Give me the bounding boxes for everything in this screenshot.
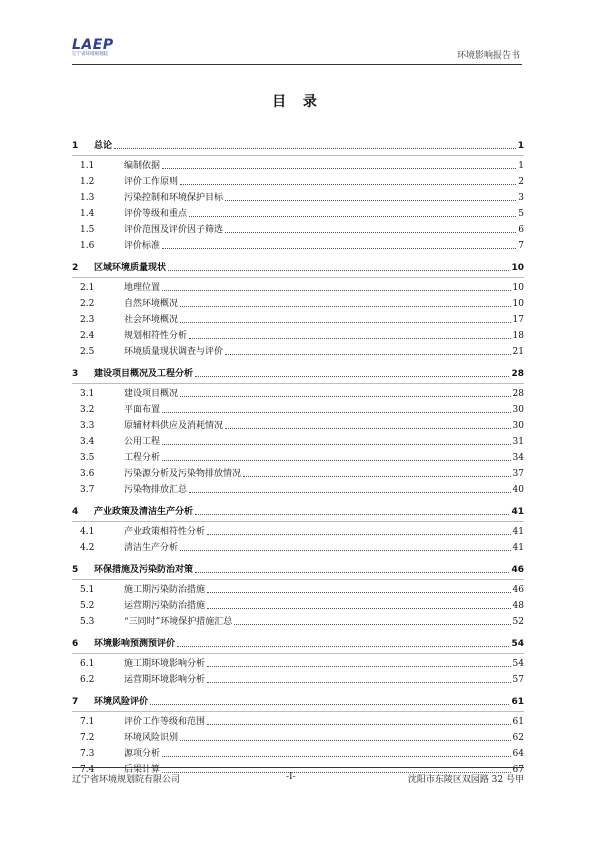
toc-dot-leader	[162, 756, 511, 757]
toc-section-entry[interactable]	[72, 294, 524, 310]
toc-entry-number: 1.4	[80, 209, 95, 219]
toc-entry-number: 2.3	[80, 315, 95, 325]
toc-section-entry[interactable]	[72, 464, 524, 480]
toc-entry-page: 61	[512, 717, 524, 727]
toc-dot-leader	[207, 682, 511, 683]
toc-entry-title: 清洁生产分析	[124, 543, 179, 553]
toc-dot-leader	[207, 608, 511, 609]
toc-dot-leader	[207, 592, 511, 593]
toc-dot-leader	[225, 232, 516, 233]
toc-entry-page: 64	[512, 749, 524, 759]
toc-entry-page: 6	[518, 225, 524, 235]
toc-section-entry[interactable]	[72, 580, 524, 596]
toc-entry-number: 5.1	[80, 585, 95, 595]
toc-entry-number: 5.2	[80, 601, 95, 611]
toc-entry-page: 28	[512, 389, 524, 399]
toc-entry-number: 1.1	[80, 161, 95, 171]
toc-entry-title: 环境风险评价	[94, 697, 149, 707]
toc-entry-page: 30	[512, 405, 524, 415]
toc-dot-leader	[180, 184, 516, 185]
toc-dot-leader	[195, 572, 509, 573]
toc-entry-page: 34	[512, 453, 524, 463]
toc-entry-number: 3.6	[80, 469, 95, 479]
toc-entry-number: 7.3	[80, 749, 95, 759]
toc-entry-title: 施工期污染防治措施	[124, 585, 206, 595]
toc-dot-leader	[243, 476, 511, 477]
toc-dot-leader	[189, 492, 511, 493]
toc-entry-title: 规划相符性分析	[124, 331, 188, 341]
toc-entry-title: 环境影响预测预评价	[94, 639, 176, 649]
toc-entry-title: 社会环境概况	[124, 315, 179, 325]
toc-entry-page: 30	[512, 421, 524, 431]
toc-entry-number: 6.1	[80, 659, 95, 669]
toc-entry-page: 1	[517, 141, 524, 151]
toc-dot-leader	[180, 740, 511, 741]
toc-entry-number: 5.3	[80, 617, 95, 627]
toc-entry-page: 10	[512, 283, 524, 293]
toc-dot-leader	[114, 148, 516, 149]
toc-section-entry[interactable]	[72, 744, 524, 760]
toc-dot-leader	[207, 724, 511, 725]
toc-section-entry[interactable]	[72, 188, 524, 204]
toc-section-entry[interactable]	[72, 400, 524, 416]
toc-section-entry[interactable]	[72, 310, 524, 326]
toc-entry-number: 1	[72, 141, 79, 151]
toc-chapter-entry[interactable]	[72, 132, 524, 156]
toc-section-entry[interactable]	[72, 326, 524, 342]
toc-dot-leader	[189, 338, 511, 339]
toc-entry-number: 3.3	[80, 421, 95, 431]
toc-entry-page: 46	[512, 585, 524, 595]
toc-chapter-entry[interactable]	[72, 630, 524, 654]
toc-entry-title: 产业政策相符性分析	[124, 527, 206, 537]
toc-entry-title: “三同时”环境保护措施汇总	[124, 617, 233, 627]
toc-entry-title: 后果计算	[124, 765, 161, 775]
toc-entry-page: 28	[511, 369, 524, 379]
toc-entry-title: 自然环境概况	[124, 299, 179, 309]
toc-entry-title: 源项分析	[124, 749, 161, 759]
toc-entry-number: 3.7	[80, 485, 95, 495]
toc-entry-number: 6.2	[80, 675, 95, 685]
toc-section-entry[interactable]	[72, 654, 524, 670]
toc-entry-title: 环保措施及污染防治对策	[94, 565, 194, 575]
toc-entry-number: 3	[72, 369, 79, 379]
toc-entry-number: 3.2	[80, 405, 95, 415]
toc-dot-leader	[225, 428, 511, 429]
toc-entry-title: 原辅材料供应及消耗情况	[124, 421, 224, 431]
toc-entry-title: 运营期污染防治措施	[124, 601, 206, 611]
toc-section-entry[interactable]	[72, 522, 524, 538]
toc-entry-title: 建设项目概况及工程分析	[94, 369, 194, 379]
toc-chapter-entry[interactable]	[72, 556, 524, 580]
toc-entry-number: 5	[72, 565, 79, 575]
toc-entry-number: 3.1	[80, 389, 95, 399]
toc-entry-number: 4	[72, 507, 79, 517]
toc-entry-title: 总论	[94, 141, 113, 151]
toc-entry-title: 污染源分析及污染物排放情况	[124, 469, 242, 479]
toc-entry-page: 10	[511, 263, 524, 273]
toc-section-entry[interactable]	[72, 204, 524, 220]
logo-subtext: 辽宁省环境规划院	[72, 52, 108, 57]
toc-entry-title: 评价工作等级和范围	[124, 717, 206, 727]
toc-dot-leader	[162, 168, 516, 169]
logo-mark: LAEP	[72, 37, 114, 53]
toc-dot-leader	[225, 354, 511, 355]
toc-entry-title: 工程分析	[124, 453, 161, 463]
toc-entry-title: 建设项目概况	[124, 389, 179, 399]
toc-entry-number: 7.2	[80, 733, 95, 743]
toc-dot-leader	[162, 248, 516, 249]
toc-entry-page: 46	[511, 565, 524, 575]
toc-entry-page: 54	[512, 659, 524, 669]
toc-entry-page: 61	[511, 697, 524, 707]
toc-entry-title: 评价等级和重点	[124, 209, 188, 219]
toc-entry-number: 4.2	[80, 543, 95, 553]
toc-dot-leader	[150, 704, 509, 705]
toc-dot-leader	[177, 646, 509, 647]
toc-entry-number: 6	[72, 639, 79, 649]
toc-entry-number: 2	[72, 263, 79, 273]
toc-entry-number: 4.1	[80, 527, 95, 537]
toc-dot-leader	[180, 322, 511, 323]
toc-entry-title: 评价标准	[124, 241, 161, 251]
toc-dot-leader	[162, 444, 511, 445]
toc-entry-page: 41	[511, 507, 524, 517]
toc-dot-leader	[180, 550, 511, 551]
toc-chapter-entry[interactable]	[72, 498, 524, 522]
toc-dot-leader	[189, 216, 516, 217]
toc-entry-number: 3.5	[80, 453, 95, 463]
toc-entry-title: 污染物排放汇总	[124, 485, 188, 495]
toc-entry-number: 2.5	[80, 347, 95, 357]
toc-entry-number: 1.6	[80, 241, 95, 251]
toc-entry-number: 1.3	[80, 193, 95, 203]
toc-entry-title: 污染控制和环境保护目标	[124, 193, 224, 203]
table-of-contents	[72, 130, 524, 776]
toc-entry-page: 67	[512, 765, 524, 775]
toc-entry-number: 2.4	[80, 331, 95, 341]
toc-chapter-entry[interactable]	[72, 360, 524, 384]
toc-entry-number: 7.1	[80, 717, 95, 727]
toc-entry-page: 57	[512, 675, 524, 685]
footer-company: 辽宁省环境规划院有限公司	[72, 775, 181, 785]
toc-entry-title: 评价工作原则	[124, 177, 179, 187]
toc-section-entry[interactable]	[72, 728, 524, 744]
toc-dot-leader	[162, 290, 511, 291]
toc-entry-title: 平面布置	[124, 405, 161, 415]
toc-entry-number: 3.4	[80, 437, 95, 447]
toc-entry-title: 编制依据	[124, 161, 161, 171]
toc-entry-page: 41	[512, 543, 524, 553]
toc-entry-page: 54	[511, 639, 524, 649]
toc-section-entry[interactable]	[72, 278, 524, 294]
toc-section-entry[interactable]	[72, 384, 524, 400]
toc-entry-number: 7.4	[80, 765, 95, 775]
toc-section-entry[interactable]	[72, 712, 524, 728]
toc-entry-page: 17	[512, 315, 524, 325]
toc-entry-title: 施工期环境影响分析	[124, 659, 206, 669]
footer-address: 沈阳市东陵区双园路 32 号甲	[407, 775, 524, 785]
company-logo	[72, 39, 152, 63]
toc-dot-leader	[195, 514, 509, 515]
toc-entry-number: 2.2	[80, 299, 95, 309]
page-header	[72, 38, 522, 65]
toc-dot-leader	[162, 460, 511, 461]
toc-section-entry[interactable]	[72, 448, 524, 464]
toc-section-entry[interactable]	[72, 670, 524, 686]
toc-chapter-entry[interactable]	[72, 254, 524, 278]
toc-entry-title: 区域环境质量现状	[94, 263, 167, 273]
toc-entry-page: 40	[512, 485, 524, 495]
toc-dot-leader	[180, 396, 511, 397]
toc-entry-page: 7	[518, 241, 524, 251]
toc-section-entry[interactable]	[72, 156, 524, 172]
toc-section-entry[interactable]	[72, 538, 524, 554]
toc-entry-number: 1.5	[80, 225, 95, 235]
toc-dot-leader	[207, 534, 511, 535]
toc-entry-page: 3	[518, 193, 524, 203]
toc-entry-title: 评价范围及评价因子筛选	[124, 225, 224, 235]
document-type: 环境影响报告书	[456, 51, 520, 61]
toc-entry-title: 地理位置	[124, 283, 161, 293]
toc-entry-page: 52	[512, 617, 524, 627]
toc-entry-title: 运营期环境影响分析	[124, 675, 206, 685]
toc-section-entry[interactable]	[72, 172, 524, 188]
toc-entry-title: 产业政策及清洁生产分析	[94, 507, 194, 517]
toc-section-entry[interactable]	[72, 220, 524, 236]
toc-entry-page: 48	[512, 601, 524, 611]
toc-dot-leader	[207, 666, 511, 667]
toc-entry-page: 10	[512, 299, 524, 309]
toc-dot-leader	[195, 376, 509, 377]
toc-entry-title: 环境质量现状调查与评价	[124, 347, 224, 357]
toc-entry-page: 21	[512, 347, 524, 357]
toc-section-entry[interactable]	[72, 342, 524, 358]
toc-entry-page: 41	[512, 527, 524, 537]
toc-entry-page: 31	[512, 437, 524, 447]
footer-page-number: -I-	[286, 772, 296, 782]
toc-section-entry[interactable]	[72, 596, 524, 612]
toc-section-entry[interactable]	[72, 416, 524, 432]
toc-chapter-entry[interactable]	[72, 688, 524, 712]
page-title: 目 录	[272, 94, 323, 110]
toc-entry-number: 1.2	[80, 177, 95, 187]
toc-dot-leader	[234, 624, 510, 625]
toc-section-entry[interactable]	[72, 612, 524, 628]
toc-dot-leader	[225, 200, 516, 201]
toc-dot-leader	[168, 270, 509, 271]
toc-entry-page: 37	[512, 469, 524, 479]
toc-entry-page: 62	[512, 733, 524, 743]
toc-section-entry[interactable]	[72, 432, 524, 448]
toc-entry-number: 7	[72, 697, 79, 707]
toc-entry-page: 2	[518, 177, 524, 187]
toc-entry-page: 18	[512, 331, 524, 341]
toc-section-entry[interactable]	[72, 480, 524, 496]
toc-entry-page: 1	[518, 161, 524, 171]
toc-entry-title: 公用工程	[124, 437, 161, 447]
toc-section-entry[interactable]	[72, 236, 524, 252]
toc-dot-leader	[180, 306, 511, 307]
toc-entry-number: 2.1	[80, 283, 95, 293]
toc-entry-title: 环境风险识别	[124, 733, 179, 743]
toc-dot-leader	[162, 412, 511, 413]
toc-entry-page: 5	[518, 209, 524, 219]
